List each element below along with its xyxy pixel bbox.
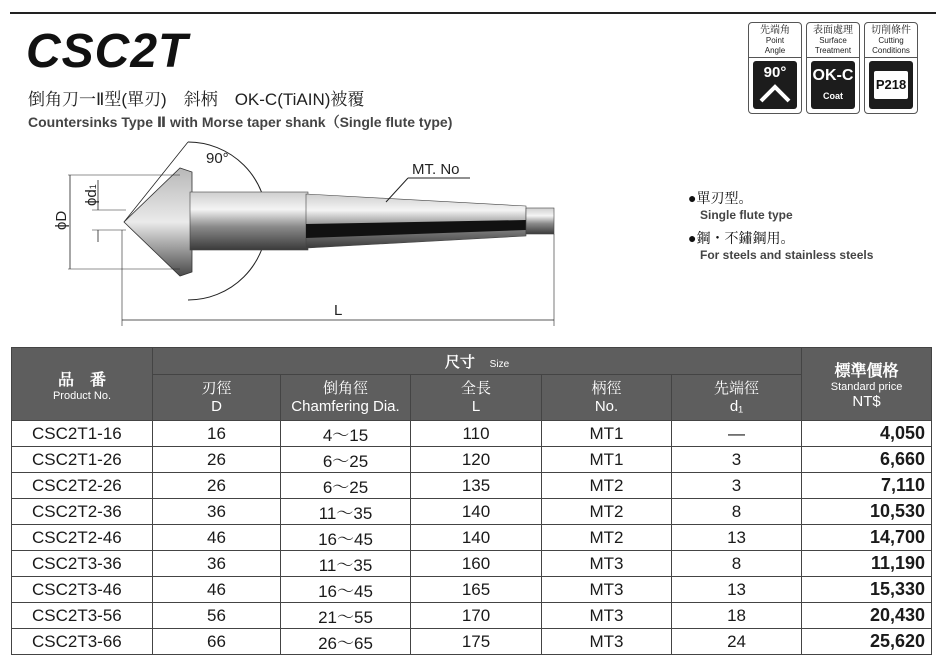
price-header-unit: NT$ — [852, 392, 881, 410]
table-row — [12, 421, 932, 447]
chamfer-range-cell: 6～25 — [281, 447, 411, 473]
angle-chevron-icon — [753, 61, 797, 109]
diameter-label: ϕD — [53, 210, 70, 230]
feature-steel-cn: ●鋼・不鏽鋼用。 — [688, 230, 795, 246]
table-row — [12, 577, 932, 603]
shank-taper-cell: MT1 — [542, 447, 672, 473]
size-header — [153, 348, 802, 375]
chamfer-range-cell: 6～25 — [281, 473, 411, 499]
tip-sub: 1 — [88, 184, 98, 190]
product-no-cell: CSC2T1-16 — [12, 421, 153, 447]
chamfer-range-cell: 16～45 — [281, 525, 411, 551]
table-row — [12, 603, 932, 629]
badge-label-en2: Angle — [764, 46, 786, 55]
tool-diagram — [40, 140, 640, 340]
col-header-tip: 先端徑 d₁ — [672, 375, 802, 421]
price-cell: 11,190 — [802, 551, 932, 577]
price-cell: 20,430 — [802, 603, 932, 629]
feature-single-flute-en: Single flute type — [700, 208, 793, 222]
tip-diameter-cell: 3 — [672, 473, 802, 499]
price-cell: 7,110 — [802, 473, 932, 499]
price-header — [802, 348, 932, 421]
feature-single-flute-cn: ●單刃型。 — [688, 190, 753, 206]
chamfer-range-cell: 11～35 — [281, 551, 411, 577]
table-row — [12, 447, 932, 473]
table-row — [12, 499, 932, 525]
tool-neck — [190, 192, 308, 250]
tip-diameter-cell: 24 — [672, 629, 802, 655]
chamfer-range-cell: 21～55 — [281, 603, 411, 629]
overall-length-cell: 170 — [411, 603, 542, 629]
chamfer-range-cell: 11～35 — [281, 499, 411, 525]
overall-length-cell: 175 — [411, 629, 542, 655]
cutter-diameter-cell: 36 — [153, 499, 281, 525]
price-cell: 25,620 — [802, 629, 932, 655]
overall-length-cell: 140 — [411, 525, 542, 551]
shank-taper-cell: MT2 — [542, 499, 672, 525]
cutter-diameter-cell: 26 — [153, 473, 281, 499]
top-rule — [10, 12, 936, 14]
tip-diameter-cell: 18 — [672, 603, 802, 629]
cutter-diameter-cell: 16 — [153, 421, 281, 447]
product-header-en: Product No. — [52, 389, 112, 402]
badge-label-cn: 切削條件 — [871, 25, 911, 36]
svg-text:ϕd1 — [83, 184, 100, 206]
price-cell: 10,530 — [802, 499, 932, 525]
price-header-cn: 標準價格 — [834, 362, 899, 380]
cutter-head — [124, 168, 192, 276]
product-no-cell: CSC2T2-26 — [12, 473, 153, 499]
spec-table — [11, 347, 932, 655]
surface-treatment-badge — [806, 22, 860, 114]
product-no-cell: CSC2T3-46 — [12, 577, 153, 603]
price-cell: 15,330 — [802, 577, 932, 603]
badge-label-en1: Point — [765, 36, 785, 45]
col-header-shank: 柄徑 No. — [542, 375, 672, 421]
badge-label-cn: 先端角 — [760, 25, 790, 36]
col-header-chamfer: 倒角徑 Chamfering Dia. — [281, 375, 411, 421]
shank-taper-cell: MT1 — [542, 421, 672, 447]
col-header-d: 刃徑 D — [153, 375, 281, 421]
overall-length-cell: 165 — [411, 577, 542, 603]
cutter-diameter-cell: 46 — [153, 525, 281, 551]
price-header-en: Standard price — [830, 380, 903, 393]
overall-length-cell: 120 — [411, 447, 542, 473]
table-row — [12, 473, 932, 499]
table-row — [12, 525, 932, 551]
feature-steel-en: For steels and stainless steels — [700, 248, 874, 262]
product-header-cn: 品 番 — [57, 371, 106, 389]
subtitle-english: Countersinks Type Ⅱ with Morse taper shank（Single flute type) — [28, 114, 453, 130]
tip-diameter-cell: — — [672, 421, 802, 447]
tip-diameter-cell: 8 — [672, 499, 802, 525]
shank-taper-cell: MT2 — [542, 473, 672, 499]
tip-diameter-cell: 3 — [672, 447, 802, 473]
product-no-cell: CSC2T3-56 — [12, 603, 153, 629]
overall-length-cell: 135 — [411, 473, 542, 499]
page-ref-text: P218 — [875, 77, 907, 92]
book-icon — [869, 61, 913, 109]
shank-taper-cell: MT3 — [542, 551, 672, 577]
badge-label-en1: Cutting — [878, 36, 904, 45]
chamfer-range-cell: 16～45 — [281, 577, 411, 603]
angle-icon-text: 90° — [763, 64, 787, 81]
tip-diameter-cell: 13 — [672, 525, 802, 551]
price-cell: 4,050 — [802, 421, 932, 447]
page-title: CSC2T — [26, 25, 189, 78]
tip-diameter-cell: 8 — [672, 551, 802, 577]
shank-taper-cell: MT3 — [542, 603, 672, 629]
badge-label-cn: 表面處理 — [813, 25, 853, 36]
cutter-diameter-cell: 36 — [153, 551, 281, 577]
badge-label-en2: Conditions — [872, 46, 910, 55]
okc-coat-icon — [811, 61, 855, 109]
product-no-cell: CSC2T3-36 — [12, 551, 153, 577]
badge-label-en2: Treatment — [814, 46, 852, 55]
shank-taper-cell: MT2 — [542, 525, 672, 551]
size-header-en: Size — [489, 358, 510, 370]
cutting-conditions-badge — [864, 22, 918, 114]
shank-taper-cell: MT3 — [542, 577, 672, 603]
tang — [526, 208, 554, 234]
overall-length-cell: 140 — [411, 499, 542, 525]
shank-label: MT. No — [412, 161, 460, 178]
point-angle-badge — [748, 22, 802, 114]
overall-length-cell: 160 — [411, 551, 542, 577]
tip-diameter-cell: 13 — [672, 577, 802, 603]
length-label: L — [334, 302, 343, 319]
coat-icon-subtext: Coat — [823, 91, 843, 101]
price-cell: 14,700 — [802, 525, 932, 551]
cutter-diameter-cell: 46 — [153, 577, 281, 603]
shank-taper-cell: MT3 — [542, 629, 672, 655]
product-no-cell: CSC2T3-66 — [12, 629, 153, 655]
subtitle-chinese: 倒角刀一Ⅱ型(單刃) 斜柄 OK-C(TiAIN)被覆 — [28, 90, 365, 109]
cutter-diameter-cell: 56 — [153, 603, 281, 629]
product-no-cell: CSC2T2-36 — [12, 499, 153, 525]
overall-length-cell: 110 — [411, 421, 542, 447]
coat-icon-text: OK-C — [812, 67, 854, 84]
col-header-length: 全長 L — [411, 375, 542, 421]
price-cell: 6,660 — [802, 447, 932, 473]
tip-label: ϕd — [83, 189, 100, 206]
chamfer-range-cell: 26～65 — [281, 629, 411, 655]
product-header — [12, 348, 153, 421]
chamfer-range-cell: 4～15 — [281, 421, 411, 447]
angle-label: 90° — [206, 150, 229, 167]
size-header-cn: 尺寸 — [444, 353, 475, 371]
cutter-diameter-cell: 66 — [153, 629, 281, 655]
point-angle-icon — [753, 61, 797, 109]
cutter-diameter-cell: 26 — [153, 447, 281, 473]
table-row — [12, 551, 932, 577]
badge-label-en1: Surface — [819, 36, 847, 45]
product-no-cell: CSC2T2-46 — [12, 525, 153, 551]
product-no-cell: CSC2T1-26 — [12, 447, 153, 473]
